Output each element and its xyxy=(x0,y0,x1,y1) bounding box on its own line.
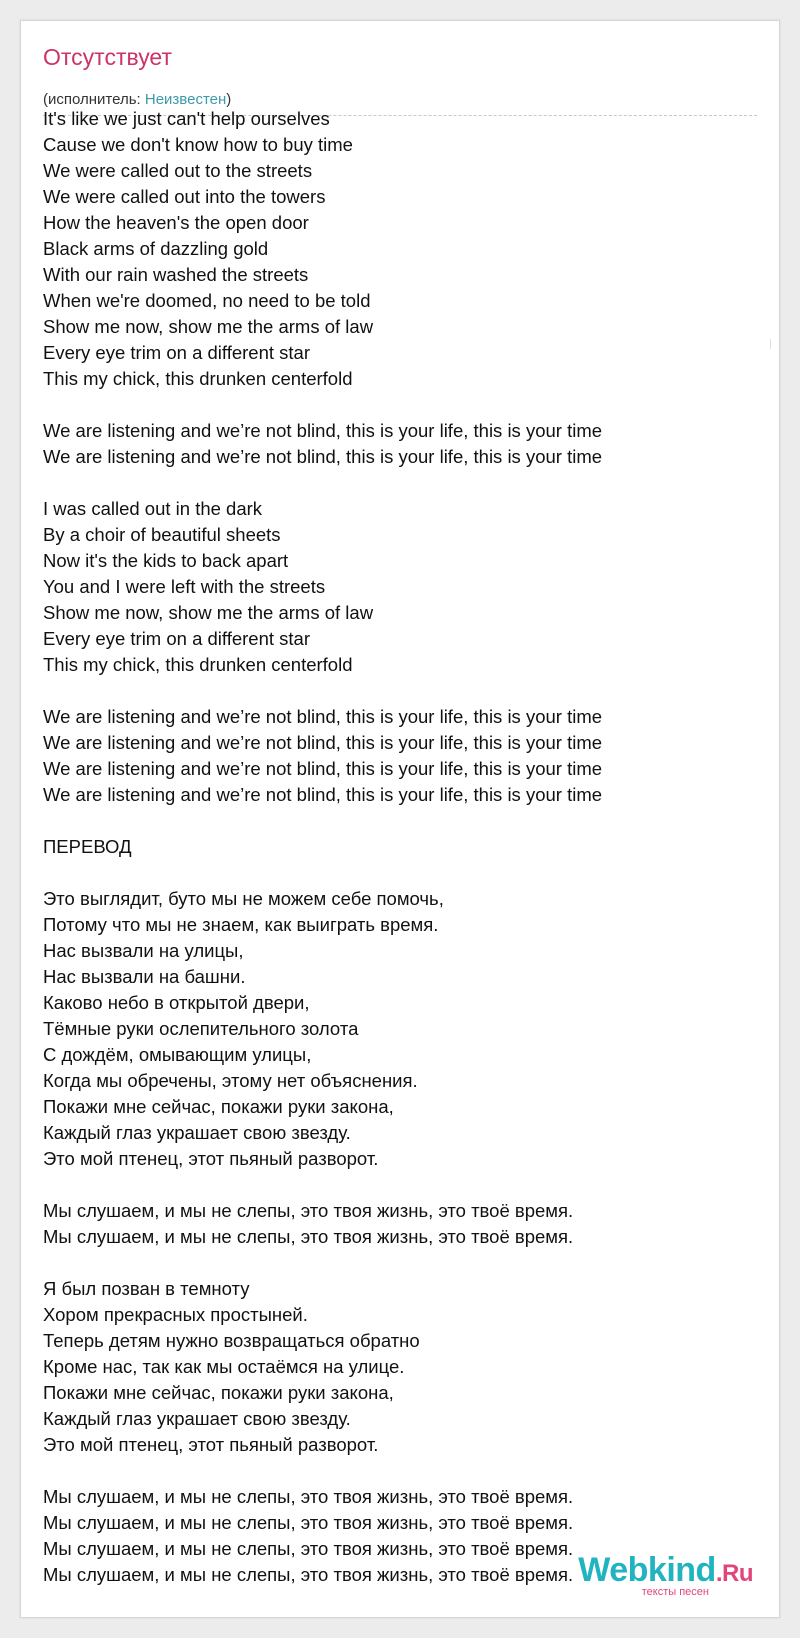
lyric-line: Мы слушаем, и мы не слепы, это твоя жизнь, это твоё время. xyxy=(43,1564,574,1585)
lyric-line: By a choir of beautiful sheets xyxy=(43,524,281,545)
lyric-line: We are listening and we’re not blind, this is your life, this is your time xyxy=(43,446,603,467)
stanza-gap xyxy=(43,808,757,834)
lyrics-card xyxy=(20,20,780,1618)
lyric-line: Мы слушаем, и мы не слепы, это твоя жизнь, это твоё время. xyxy=(43,1512,574,1533)
lyric-line: Каково небо в открытой двери, xyxy=(43,992,310,1013)
stanza-gap xyxy=(43,1172,757,1198)
lyric-line: How the heaven's the open door xyxy=(43,212,309,233)
lyric-line: Мы слушаем, и мы не слепы, это твоя жизнь, это твоё время. xyxy=(43,1538,574,1559)
lyric-line: Мы слушаем, и мы не слепы, это твоя жизнь, это твоё время. xyxy=(43,1200,574,1221)
lyric-line: Теперь детям нужно возвращаться обратно xyxy=(43,1330,420,1351)
lyric-line: Every eye trim on a different star xyxy=(43,628,310,649)
lyrics-body xyxy=(43,106,757,1588)
stanza-gap xyxy=(43,1458,757,1484)
lyric-line: Это выглядит, буто мы не можем себе помочь, xyxy=(43,888,444,909)
lyric-line: Потому что мы не знаем, как выиграть время. xyxy=(43,914,439,935)
lyric-line: Хором прекрасных простыней. xyxy=(43,1304,308,1325)
lyric-line: Now it's the kids to back apart xyxy=(43,550,289,571)
lyric-line: We are listening and we’re not blind, this is your life, this is your time xyxy=(43,706,603,727)
lyric-line: Cause we don't know how to buy time xyxy=(43,134,353,155)
stanza-gap xyxy=(43,470,757,496)
lyric-line: With our rain washed the streets xyxy=(43,264,309,285)
lyric-line: We were called out to the streets xyxy=(43,160,313,181)
logo-main-text: Webkind xyxy=(578,1551,716,1589)
logo-suffix: .Ru xyxy=(715,1560,753,1587)
lyric-line: Кроме нас, так как мы остаёмся на улице. xyxy=(43,1356,405,1377)
lyric-line: Show me now, show me the arms of law xyxy=(43,316,374,337)
lyric-line: Every eye trim on a different star xyxy=(43,342,310,363)
lyric-line: Show me now, show me the arms of law xyxy=(43,602,374,623)
stanza-gap xyxy=(43,860,757,886)
lyric-line: This my chick, this drunken centerfold xyxy=(43,368,353,389)
artist-link[interactable]: Неизвестен xyxy=(144,91,227,108)
lyric-line: С дождём, омывающим улицы, xyxy=(43,1044,312,1065)
lyric-line: Нас вызвали на улицы, xyxy=(43,940,244,961)
lyric-line: Мы слушаем, и мы не слепы, это твоя жизнь, это твоё время. xyxy=(43,1486,574,1507)
song-title: Отсутствует xyxy=(43,44,172,70)
lyric-line: ПЕРЕВОД xyxy=(43,836,132,857)
lyric-line: Мы слушаем, и мы не слепы, это твоя жизнь, это твоё время. xyxy=(43,1226,574,1247)
decorative-divider xyxy=(770,339,777,349)
stanza-gap xyxy=(43,392,757,418)
lyric-line: Когда мы обречены, этому нет объяснения. xyxy=(43,1070,418,1091)
lyric-line: Это мой птенец, этот пьяный разворот. xyxy=(43,1148,379,1169)
lyric-line: Нас вызвали на башни. xyxy=(43,966,246,987)
lyric-line: We were called out into the towers xyxy=(43,186,326,207)
lyric-line: We are listening and we’re not blind, this is your life, this is your time xyxy=(43,420,603,441)
lyric-line: Каждый глаз украшает свою звезду. xyxy=(43,1122,351,1143)
lyric-line: It's like we just can't help ourselves xyxy=(43,108,330,129)
lyric-line: Покажи мне сейчас, покажи руки закона, xyxy=(43,1096,394,1117)
lyric-line: Black arms of dazzling gold xyxy=(43,238,269,259)
artist-prefix: (исполнитель: xyxy=(43,91,145,108)
lyric-line: Покажи мне сейчас, покажи руки закона, xyxy=(43,1382,394,1403)
site-logo[interactable] xyxy=(563,1551,753,1601)
lyric-line: We are listening and we’re not blind, this is your life, this is your time xyxy=(43,758,603,779)
lyric-line: Тёмные руки ослепительного золота xyxy=(43,1018,359,1039)
stanza-gap xyxy=(43,1250,757,1276)
lyric-line: I was called out in the dark xyxy=(43,498,263,519)
lyric-line: Я был позван в темноту xyxy=(43,1278,250,1299)
lyric-line: When we're doomed, no need to be told xyxy=(43,290,371,311)
logo-tagline: тексты песен xyxy=(641,1586,709,1598)
lyric-line: Это мой птенец, этот пьяный разворот. xyxy=(43,1434,379,1455)
lyric-line: You and I were left with the streets xyxy=(43,576,326,597)
lyric-line: Каждый глаз украшает свою звезду. xyxy=(43,1408,351,1429)
lyric-line: We are listening and we’re not blind, this is your life, this is your time xyxy=(43,732,603,753)
artist-suffix: ) xyxy=(226,91,232,108)
stanza-gap xyxy=(43,678,757,704)
lyric-line: We are listening and we’re not blind, this is your life, this is your time xyxy=(43,784,603,805)
lyric-line: This my chick, this drunken centerfold xyxy=(43,654,353,675)
